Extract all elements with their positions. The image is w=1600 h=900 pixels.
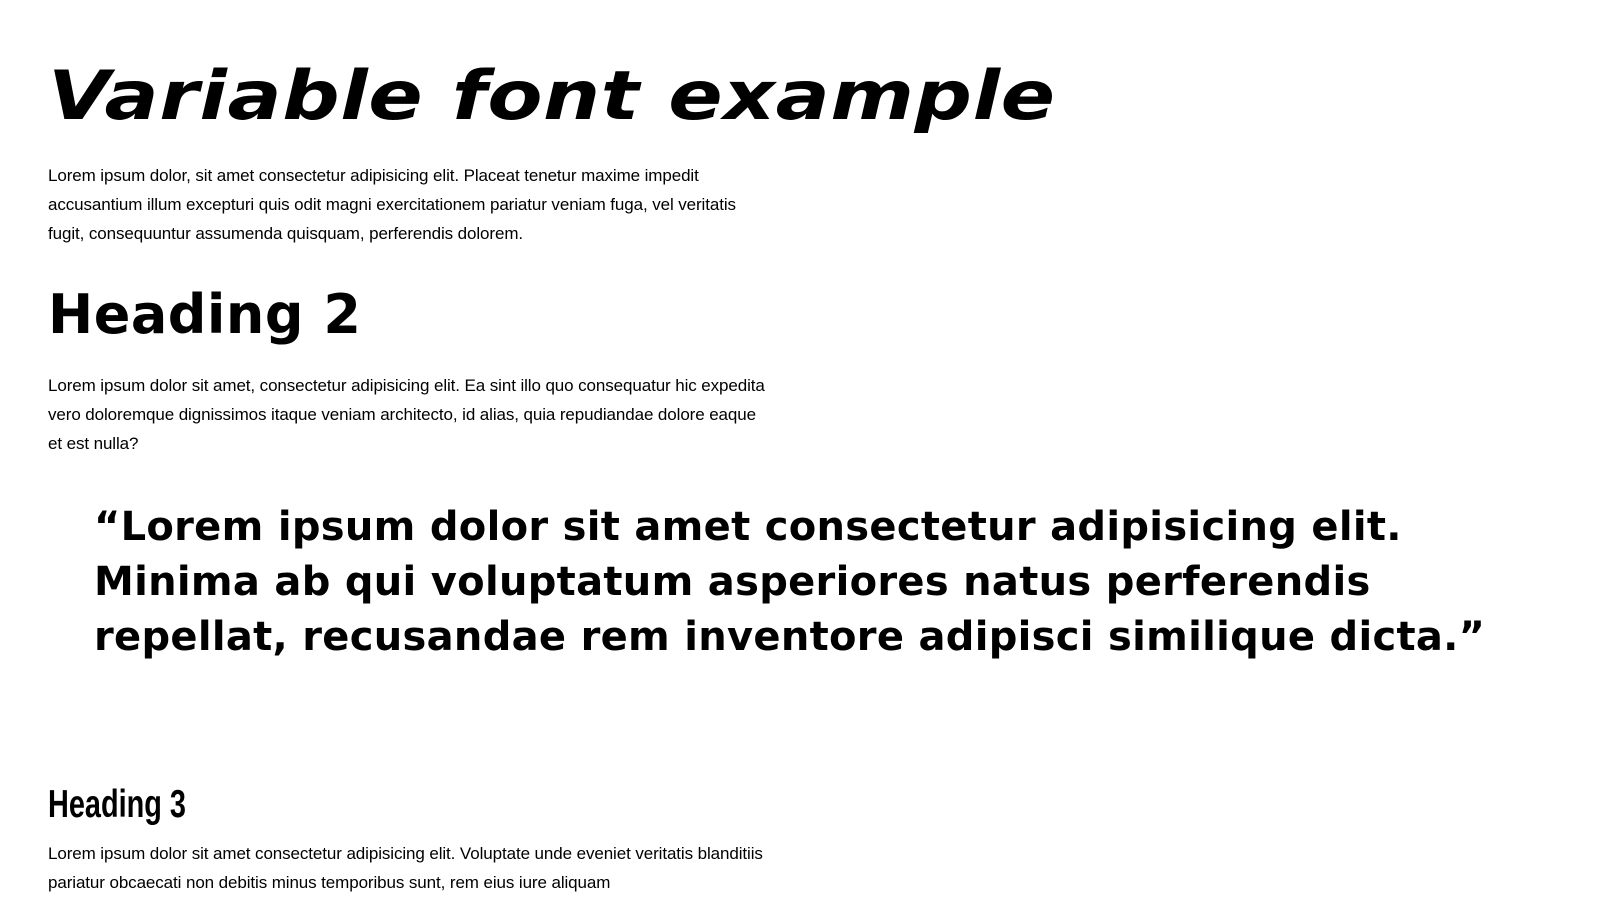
heading-1: Variable font example — [48, 57, 1056, 136]
paragraph-2: Lorem ipsum dolor sit amet, consectetur adipisicing elit. Ea sint illo quo consequatur hic expedita vero doloremque dignissimos itaque veniam architecto, id alias, quia repudiandae dolore eaque et est nulla? — [48, 376, 765, 453]
paragraph-3: Lorem ipsum dolor sit amet consectetur adipisicing elit. Voluptate unde eveniet veritatis blanditiis pariatur obcaecati non debitis minus temporibus sunt, rem eius iure aliquam — [48, 844, 763, 892]
heading-2: Heading 2 — [48, 283, 362, 346]
heading-3: Heading 3 — [48, 783, 186, 826]
intro-paragraph: Lorem ipsum dolor, sit amet consectetur adipisicing elit. Placeat tenetur maxime impedit accusantium illum excepturi quis odit magni exercitationem pariatur veniam fuga, vel veritatis fugit, consequuntur assumenda quisquam, perferendis dolorem. — [48, 166, 736, 243]
blockquote: “Lorem ipsum dolor sit amet consectetur adipisicing elit. Minima ab qui voluptatum asperiores natus perferendis repellat, recusandae rem inventore adipisci similique dicta.” — [94, 504, 1486, 660]
